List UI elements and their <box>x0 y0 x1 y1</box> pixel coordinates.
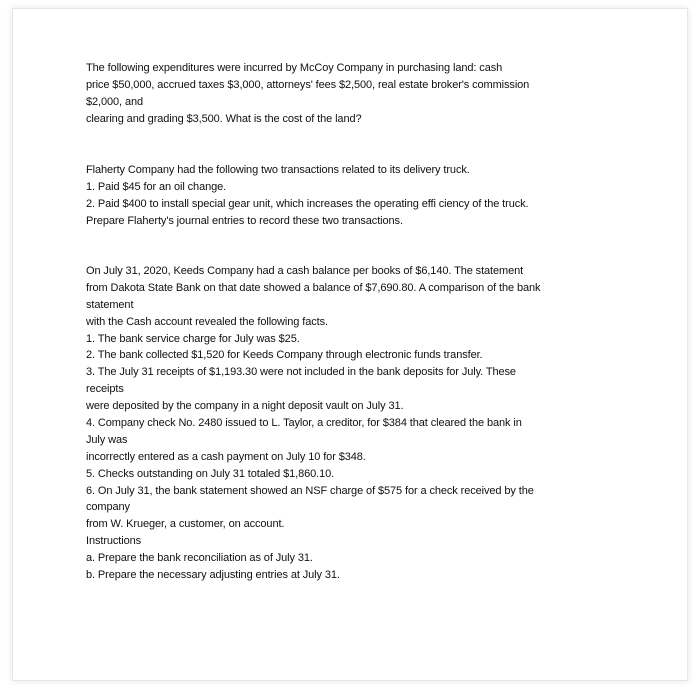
text-line: 4. Company check No. 2480 issued to L. Taylor, a creditor, for $384 that cleared the bank in <box>86 417 522 430</box>
text-line: incorrectly entered as a cash payment on July 10 for $348. <box>86 450 366 463</box>
text-line: were deposited by the company in a night deposit vault on July 31. <box>86 400 404 413</box>
text-line: clearing and grading $3,500. What is the cost of the land? <box>86 112 362 125</box>
text-line: 3. The July 31 receipts of $1,193.30 were not included in the bank deposits for July. These <box>86 366 516 379</box>
text-line: The following expenditures were incurred by McCoy Company in purchasing land: cash <box>86 62 503 74</box>
text-line: Prepare Flaherty's journal entries to record these two transactions. <box>86 214 403 227</box>
problem-delivery-truck <box>86 162 616 230</box>
text-line: 2. The bank collected $1,520 for Keeds Company through electronic funds transfer. <box>86 349 483 362</box>
text-line: On July 31, 2020, Keeds Company had a cash balance per books of $6,140. The statement <box>86 265 524 277</box>
text-line: 5. Checks outstanding on July 31 totaled $1,860.10. <box>86 467 335 480</box>
text-line: Instructions <box>86 535 142 548</box>
text-line: 1. The bank service charge for July was $25. <box>86 332 300 345</box>
text-line: 6. On July 31, the bank statement showed an NSF charge of $575 for a check received by the <box>86 484 534 497</box>
text-line: statement <box>86 298 134 311</box>
text-line: b. Prepare the necessary adjusting entries at July 31. <box>86 569 340 582</box>
problem-bank-reconciliation <box>86 263 616 584</box>
problem-land-cost <box>86 60 616 128</box>
text-line: 2. Paid $400 to install special gear unit, which increases the operating effi ciency of the truck. <box>86 197 529 210</box>
text-line: 1. Paid $45 for an oil change. <box>86 180 227 193</box>
text-line: company <box>86 501 130 514</box>
text-line: from Dakota State Bank on that date showed a balance of $7,690.80. A comparison of the bank <box>86 281 541 294</box>
text-line: Flaherty Company had the following two transactions related to its delivery truck. <box>86 164 470 176</box>
text-line: with the Cash account revealed the following facts. <box>86 315 328 328</box>
text-line: price $50,000, accrued taxes $3,000, attorneys' fees $2,500, real estate broker's commission <box>86 78 530 91</box>
text-line: July was <box>86 433 128 446</box>
text-line: $2,000, and <box>86 95 144 108</box>
text-line: receipts <box>86 383 124 396</box>
text-line: a. Prepare the bank reconciliation as of July 31. <box>86 552 313 565</box>
text-line: from W. Krueger, a customer, on account. <box>86 518 285 531</box>
